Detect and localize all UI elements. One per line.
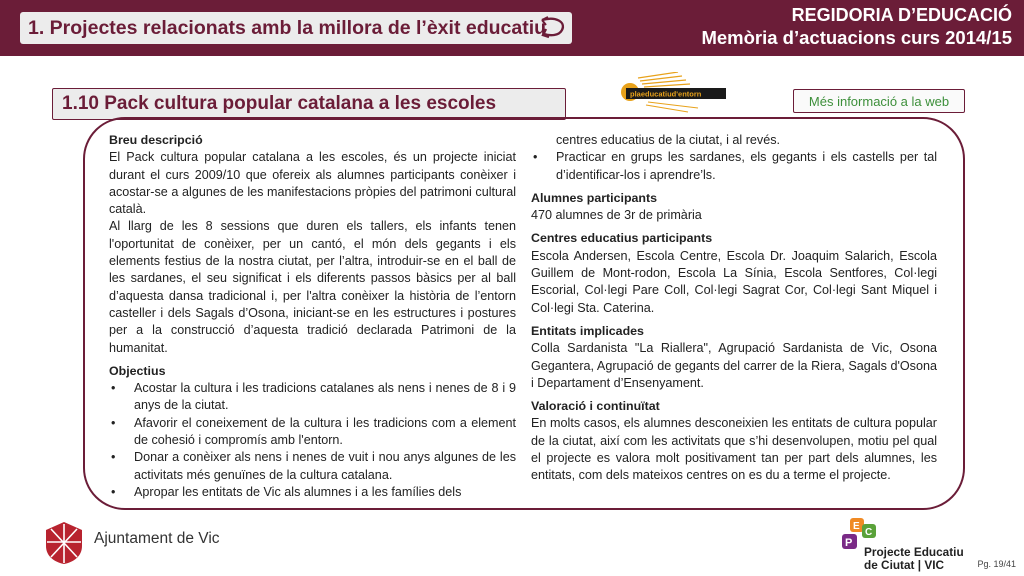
schools-value: Escola Andersen, Escola Centre, Escola Dr. Joaquim Salarich, Escola Guillem de Mont-rodon, Escola La Sínia, Escola Sentfores, Col·legi Escorial, Col·legi Pare Coll, Col·legi Sagrat Cor, Col·legi Sant Miquel i Col·legi Sta. Caterina. xyxy=(531,248,937,315)
entities-value: Colla Sardanista "La Riallera", Agrupació Sardanista de Vic, Osona Gegantera, Agrupació de gegants del carrer de la Riera, Sagals d'Osona i Departament d’Ensenyament. xyxy=(531,341,937,390)
objective-item: • Acostar la cultura i les tradicions catalanes als nens i nenes de 8 i 9 anys de la ciutat. xyxy=(111,381,516,413)
svg-text:P: P xyxy=(845,537,853,549)
schools-heading: Centres educatius participants xyxy=(531,231,713,246)
description-heading: Breu descripció xyxy=(109,133,203,147)
objective-item: • Practicar en grups les sardanes, els gegants i els castells per tal d’identificar-los i aprendre’ls. xyxy=(533,150,937,182)
svg-text:E: E xyxy=(853,521,860,532)
pla-educatiu-logo xyxy=(618,72,728,118)
svg-text:plaeducatiud'entorn: plaeducatiud'entorn xyxy=(630,89,702,99)
objectives-heading: Objectius xyxy=(109,363,166,378)
project-title-pill xyxy=(52,88,566,120)
left-column xyxy=(109,132,516,512)
objective-item: • Apropar les entitats de Vic als alumnes i a les famílies dels xyxy=(111,484,462,499)
report-title: Memòria d’actuacions curs 2014/15 xyxy=(701,27,1012,48)
return-arrow-icon[interactable] xyxy=(536,14,570,42)
organization-header xyxy=(701,4,1012,50)
projecte-educatiu-label xyxy=(864,546,964,571)
objective-item: • Donar a conèixer als nens i nenes de vuit i nou anys algunes de les activitats més genuïnes de la cultura catalana. xyxy=(111,450,516,482)
svg-text:C: C xyxy=(865,527,873,538)
entities-heading: Entitats implicades xyxy=(531,323,644,338)
description-paragraph-1: El Pack cultura popular catalana a les escoles, és un projecte iniciat durant el curs 2009/10 que ofereix als alumnes participants conèixer i acostar-se a algunes de les manifestacions pròpies del patrimoni cultural català. xyxy=(109,150,516,217)
assessment-heading: Valoració i continuïtat xyxy=(531,399,660,414)
pe-line-2: de Ciutat | VIC xyxy=(864,557,944,572)
right-column xyxy=(531,132,937,485)
ajuntament-label: Ajuntament de Vic xyxy=(94,530,220,547)
pe-line-1: Projecte Educatiu xyxy=(864,545,964,559)
page-number: Pg. 19/41 xyxy=(977,559,1016,569)
ajuntament-vic-logo xyxy=(44,520,84,566)
description-paragraph-2: Al llarg de les 8 sessions que duren els tallers, els infants tenen l'oportunitat de conèixer, per un cantó, el món dels gegants i els elements festius de la nostra ciutat, per l’altra, introduir-se en el ball de les sardanes, el seu significat i els diferents passos bàsics per al ball d’aquesta dansa tradicional i, per l'altra conèixer la història de l’entorn casteller i dels Sagals d’Osona, iniciant-se en les estructures i postures per a la construcció d’aquesta tradició declarada Patrimoni de la humanitat. xyxy=(109,219,516,355)
assessment-value: En molts casos, els alumnes desconeixien les entitats de cultura popular de la ciutat, així com les activitats que s’hi desenvolupen, motiu pel qual el projecte es valora molt positivament tan per part dels alumnes, les entitats, com dels mateixos centres on es du a terme el projecte. xyxy=(531,416,937,483)
objective-continuation: centres educatius de la ciutat, i al revés. xyxy=(556,133,781,147)
org-name: REGIDORIA D’EDUCACIÓ xyxy=(791,5,1012,25)
more-info-link[interactable]: Més informació a la web xyxy=(793,89,965,113)
project-title: 1.10 Pack cultura popular catalana a les escoles xyxy=(62,93,497,114)
section-title: 1. Projectes relacionats amb la millora de l’èxit educatiu xyxy=(28,16,547,39)
section-title-pill xyxy=(20,12,572,44)
students-heading: Alumnes participants xyxy=(531,190,657,205)
objective-item: • Afavorir el coneixement de la cultura i les tradicions com a element de cohesió i compromís amb l'entorn. xyxy=(111,415,516,448)
students-value: 470 alumnes de 3r de primària xyxy=(531,208,702,223)
